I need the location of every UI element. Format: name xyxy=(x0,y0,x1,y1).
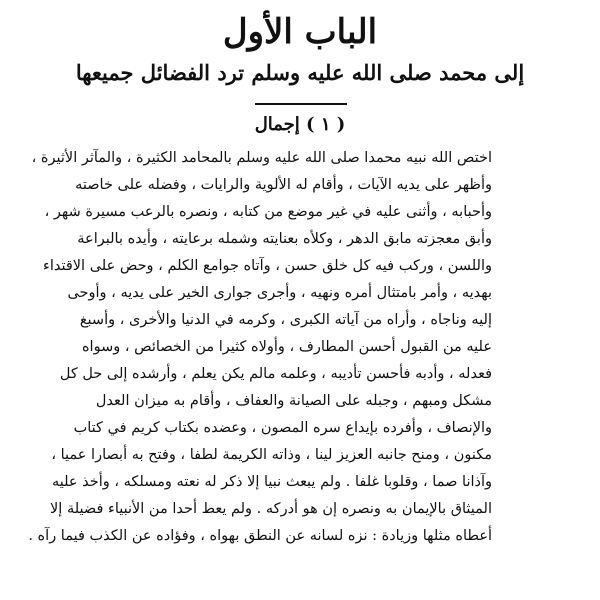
body-line: وآذانا صما ، وقلوبا غلفا . ولم يبعث نبيا إلا ذكر له نعته ومسلكه ، وأخذ عليه xyxy=(51,474,492,490)
body-line: واللسن ، وركب فيه كل خلق حسن ، وآتاه جوامع الكلم ، وحض على الاقتداء xyxy=(43,258,492,274)
chapter-title: الباب الأول xyxy=(222,12,378,52)
body-line: والإنصاف ، وأفرده بإيداع سره المصون ، وعضده بكتاب كريم في كتاب xyxy=(73,420,492,436)
body-line: مشكل ومبهم ، وجبله على الصيانة والعفاف ، وأقام به ميزان العدل xyxy=(95,393,492,409)
body-line: مكنون ، ومنح جانبه العزيز لينا ، وذاته الكريمة لطفا ، وفتح به أبصارا عميا ، xyxy=(51,447,492,463)
section-heading: ( ١ ) إجمال xyxy=(254,114,346,135)
body-line: اختص الله نبيه محمدا صلى الله عليه وسلم بالمحامد الكثيرة ، والمآثر الأثيرة ، xyxy=(31,150,492,166)
body-line: إليه وناجاه ، وأراه من آياته الكبرى ، وكرمه في الدنيا والأخرى ، وأسبغ xyxy=(79,312,492,328)
body-line: وأظهر على يديه الآيات ، وأقام له الألوية والرايات ، وفضله على خاصته xyxy=(75,177,492,193)
body-text xyxy=(28,145,492,550)
body-line: الميثاق بالإيمان به ونصره إن هو أدركه . ولم يعط أحدا من الأنبياء فضيلة إلا xyxy=(50,501,492,517)
body-line: فعدله ، وأدبه فأحسن تأديبه ، وعلمه مالم يكن يعلم ، وأرشده إلى حل كل xyxy=(59,366,492,382)
body-line: بهديه ، وأمر بامتثال أمره ونهيه ، وأجرى جوارى الخير على يديه ، وأوحى xyxy=(67,285,492,301)
chapter-subtitle: إلى محمد صلى الله عليه وسلم ترد الفضائل جميعها xyxy=(75,60,525,85)
body-line: عليه من القبول أحسن المطارف ، وأولاه كثيرا من الخصائص ، وسواه xyxy=(81,339,492,355)
body-line: وأحبابه ، وأثنى عليه في غير موضع من كتابه ، ونصره بالرعب مسيرة شهر ، xyxy=(44,204,492,220)
title-divider xyxy=(255,103,347,105)
body-line: أعطاه مثلها وزيادة : نزه لسانه عن النطق بهواه ، وفؤاده عن الكذب فيما رآه . xyxy=(28,528,492,544)
body-line: وأبق معجزته مابق الدهر ، وكلأه بعنايته وشمله برعايته ، وأيده بالبراعة xyxy=(77,231,492,247)
